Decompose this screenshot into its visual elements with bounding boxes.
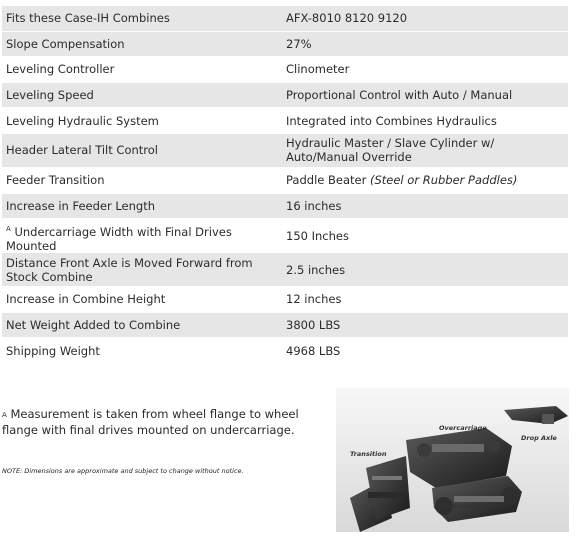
spec-row xyxy=(2,6,568,32)
spec-label: Leveling Controller xyxy=(6,62,115,77)
spec-value: 150 Inches xyxy=(286,228,349,243)
spec-value: 12 inches xyxy=(286,292,342,307)
spec-label: Leveling Speed xyxy=(6,88,94,103)
spec-label: Header Lateral Tilt Control xyxy=(6,143,158,158)
spec-label xyxy=(2,219,282,252)
spec-value: Hydraulic Master / Slave Cylinder w/ Auto/Manual Override xyxy=(286,136,495,165)
footnote-marker: A xyxy=(2,411,7,419)
spec-row xyxy=(2,287,568,313)
footnote-text: Measurement is taken from wheel flange to wheel flange with final drives mounted on undercarriage. xyxy=(2,407,299,437)
spec-label: Fits these Case-IH Combines xyxy=(6,11,170,26)
spec-label-text: Undercarriage Width with Final Drives Mounted xyxy=(6,224,232,253)
spec-label: Increase in Combine Height xyxy=(6,292,166,307)
spec-value: Proportional Control with Auto / Manual xyxy=(286,88,513,103)
leveling-kit-photo xyxy=(336,388,569,532)
spec-row xyxy=(2,83,568,109)
spec-label: Leveling Hydraulic System xyxy=(6,113,159,128)
disclaimer-note: NOTE: Dimensions are approximate and subject to change without notice. xyxy=(2,467,244,475)
spec-row xyxy=(2,253,568,287)
footnote-marker: A xyxy=(6,225,11,234)
spec-row xyxy=(2,32,568,58)
spec-value-note: (Steel or Rubber Paddles) xyxy=(369,173,518,188)
spec-value: 3800 LBS xyxy=(286,318,341,333)
spec-row xyxy=(2,194,568,220)
overcarriage-label: Overcarriage xyxy=(439,424,487,432)
drop-axle-label: Drop Axle xyxy=(521,434,557,442)
spec-row xyxy=(2,219,568,253)
spec-value: AFX-8010 8120 9120 xyxy=(286,11,408,26)
spec-label: Slope Compensation xyxy=(6,36,125,51)
spec-label: Feeder Transition xyxy=(6,173,105,188)
spec-row xyxy=(2,338,568,364)
spec-value: 16 inches xyxy=(286,198,342,213)
spec-label: Increase in Feeder Length xyxy=(6,198,156,213)
footnote xyxy=(2,406,332,438)
spec-table xyxy=(2,6,568,364)
spec-value: 4968 LBS xyxy=(286,343,341,358)
spec-row xyxy=(2,134,568,168)
spec-value: Clinometer xyxy=(286,62,350,77)
spec-label: Shipping Weight xyxy=(6,343,100,358)
spec-row xyxy=(2,57,568,83)
transition-label: Transition xyxy=(350,450,387,458)
spec-row xyxy=(2,108,568,134)
spec-value xyxy=(282,168,568,193)
spec-label: Distance Front Axle is Moved Forward from Stock Combine xyxy=(6,255,253,284)
spec-value-main: Paddle Beater xyxy=(286,173,367,188)
kit-illustration xyxy=(336,388,569,532)
spec-value: 27% xyxy=(286,36,312,51)
undercarriage-label: Undercarriage xyxy=(438,502,491,510)
spec-value: Integrated into Combines Hydraulics xyxy=(286,113,497,128)
spec-row xyxy=(2,313,568,339)
spec-row xyxy=(2,168,568,194)
spec-label: Net Weight Added to Combine xyxy=(6,318,181,333)
spec-value: 2.5 inches xyxy=(286,262,346,277)
